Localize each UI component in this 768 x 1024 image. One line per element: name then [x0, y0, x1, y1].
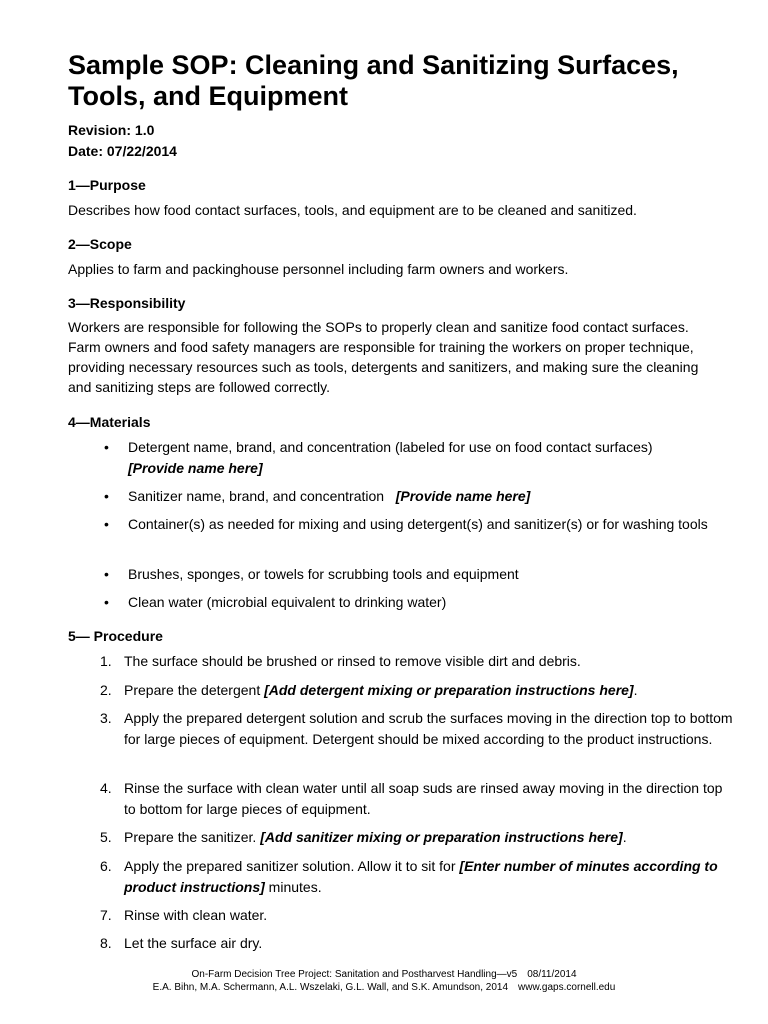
step-text: Prepare the sanitizer. — [124, 829, 257, 845]
revision-label: Revision: 1.0 — [68, 122, 155, 138]
step-text: Prepare the detergent — [124, 682, 261, 698]
list-item — [100, 827, 734, 848]
list-item — [104, 486, 734, 507]
placeholder-text: [Provide name here] — [395, 488, 531, 504]
placeholder-text: [Add sanitizer mixing or preparation instructions here] — [260, 829, 623, 845]
step-text-end: . — [622, 829, 627, 845]
step-text: Apply the prepared detergent solution and scrub the surfaces moving in the direction top to bottom for large pieces of equipment. Detergent should be mixed according to the product instructions. — [124, 710, 733, 747]
footer-line-2 — [0, 981, 768, 994]
bullet-marker: • — [104, 488, 109, 504]
placeholder-text: [Add detergent mixing or preparation instructions here] — [264, 682, 634, 698]
section-heading-purpose: 1—Purpose — [68, 177, 146, 193]
material-text: Clean water (microbial equivalent to drinking water) — [128, 594, 447, 610]
responsibility-text — [68, 317, 728, 397]
section-heading-procedure: 5— Procedure — [68, 628, 163, 644]
list-item — [100, 778, 734, 820]
list-item — [100, 680, 734, 701]
list-item — [100, 708, 734, 750]
step-number: 2. — [100, 682, 112, 698]
list-item — [104, 437, 734, 479]
step-text: Let the surface air dry. — [124, 935, 263, 951]
list-item — [100, 856, 734, 898]
step-text: Apply the prepared sanitizer solution. Allow it to sit for — [124, 858, 456, 874]
step-text-end: minutes. — [264, 879, 322, 895]
step-number: 3. — [100, 710, 112, 726]
list-item — [100, 905, 734, 926]
document-title: Sample SOP: Cleaning and Sanitizing Surfaces, Tools, and Equipment — [68, 50, 679, 111]
section-heading-scope: 2—Scope — [68, 236, 132, 252]
step-text-end: . — [633, 682, 638, 698]
step-number: 7. — [100, 907, 112, 923]
footer-url: www.gaps.cornell.edu — [518, 982, 616, 993]
bullet-marker: • — [104, 594, 109, 610]
step-number: 1. — [100, 653, 112, 669]
list-item — [100, 933, 734, 954]
footer-date: 08/11/2014 — [527, 969, 577, 980]
list-item — [104, 564, 734, 585]
material-text: Brushes, sponges, or towels for scrubbing tools and equipment — [128, 566, 519, 582]
step-number: 6. — [100, 858, 112, 874]
responsibility-line: providing necessary resources such as tools, detergents and sanitizers, and making sure the cleaning — [68, 359, 699, 375]
responsibility-line: and sanitizing steps are followed correctly. — [68, 379, 330, 395]
date-label: Date: 07/22/2014 — [68, 143, 177, 159]
material-text: Detergent name, brand, and concentration (labeled for use on food contact surfaces) — [128, 439, 653, 455]
section-heading-responsibility: 3—Responsibility — [68, 295, 186, 311]
responsibility-line: Workers are responsible for following the SOPs to properly clean and sanitize food contact surfaces. — [68, 319, 689, 335]
purpose-text: Describes how food contact surfaces, tools, and equipment are to be cleaned and sanitized. — [68, 202, 637, 218]
bullet-marker: • — [104, 566, 109, 582]
placeholder-text: [Provide name here] — [128, 460, 263, 476]
material-text: Container(s) as needed for mixing and using detergent(s) and sanitizer(s) or for washing tools — [128, 516, 708, 532]
list-item — [104, 514, 734, 535]
step-number: 5. — [100, 829, 112, 845]
step-text: Rinse the surface with clean water until all soap suds are rinsed away moving in the direction top to bottom for large pieces of equipment. — [124, 780, 723, 817]
responsibility-line: Farm owners and food safety managers are responsible for training the workers on proper technique, — [68, 339, 694, 355]
scope-text: Applies to farm and packinghouse personnel including farm owners and workers. — [68, 261, 569, 277]
page-footer — [0, 968, 768, 994]
footer-project: On-Farm Decision Tree Project: Sanitation and Postharvest Handling—v5 — [191, 969, 518, 980]
placeholder-text: [Enter number of minutes according to product instructions] — [124, 858, 718, 895]
list-item — [100, 651, 734, 672]
list-item — [104, 592, 734, 613]
step-number: 4. — [100, 780, 112, 796]
footer-line-1 — [0, 968, 768, 981]
footer-authors: E.A. Bihn, M.A. Schermann, A.L. Wszelaki, G.L. Wall, and S.K. Amundson, 2014 — [152, 982, 509, 993]
bullet-marker: • — [104, 516, 109, 532]
step-number: 8. — [100, 935, 112, 951]
section-heading-materials: 4—Materials — [68, 414, 151, 430]
step-text: Rinse with clean water. — [124, 907, 268, 923]
bullet-marker: • — [104, 439, 109, 455]
step-text: The surface should be brushed or rinsed to remove visible dirt and debris. — [124, 653, 581, 669]
material-text: Sanitizer name, brand, and concentration — [128, 488, 385, 504]
